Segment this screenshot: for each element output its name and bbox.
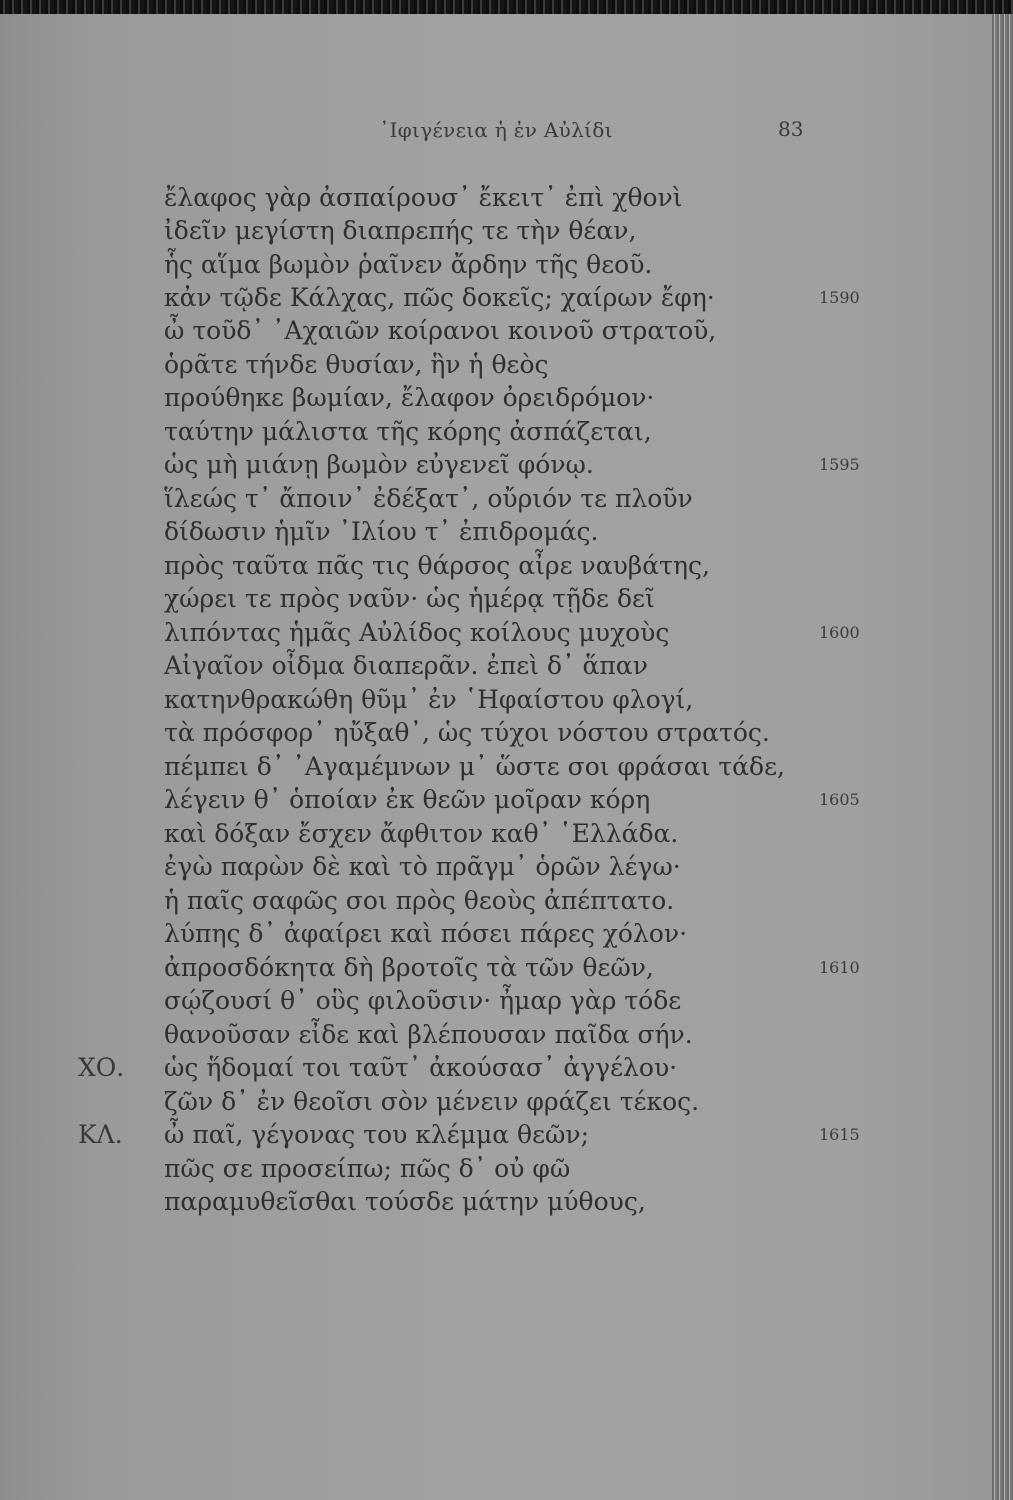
verse-line: δίδωσιν ἡμῖν ᾿Ιλίου τ᾿ ἐπιδρομάς. xyxy=(164,517,599,546)
verse-line: τὰ πρόσφορ᾿ ηὔξαθ᾿, ὡς τύχοι νόστου στρατός. xyxy=(164,718,770,747)
verse-line: ἐγὼ παρὼν δὲ καὶ τὸ πρᾶγμ᾿ ὁρῶν λέγω· xyxy=(164,852,681,881)
verse-line: ζῶν δ᾿ ἐν θεοῖσι σὸν μένειν φράζει τέκος. xyxy=(164,1087,700,1116)
verse-line: παραμυθεῖσθαι τούσδε μάτην μύθους, xyxy=(164,1187,646,1216)
verse-line: σῴζουσί θ᾿ οὓς φιλοῦσιν· ἦμαρ γὰρ τόδε xyxy=(164,986,682,1015)
book-page-edges xyxy=(992,14,1013,1500)
verse-line: ὦ τοῦδ᾿ ᾿Αχαιῶν κοίρανοι κοινοῦ στρατοῦ, xyxy=(164,316,717,345)
line-number: 1605 xyxy=(819,790,860,809)
verse-line: λέγειν θ᾿ ὁποίαν ἐκ θεῶν μοῖραν κόρη xyxy=(164,785,651,814)
verse-line: κἀν τῷδε Κάλχας, πῶς δοκεῖς; χαίρων ἔφη· xyxy=(164,283,715,312)
verse-line: πῶς σε προσείπω; πῶς δ᾿ οὐ φῶ xyxy=(164,1154,571,1183)
verse-line: ἵλεώς τ᾿ ἄποιν᾿ ἐδέξατ᾿, οὔριόν τε πλοῦν xyxy=(164,484,693,513)
verse-line: ὡς μὴ μιάνῃ βωμὸν εὐγενεῖ φόνῳ. xyxy=(164,450,594,479)
line-number: 1595 xyxy=(819,455,860,474)
verse-line: ὁρᾶτε τήνδε θυσίαν, ἣν ἡ θεὸς xyxy=(164,350,549,379)
verse-line: ὡς ἥδομαί τοι ταῦτ᾿ ἀκούσασ᾿ ἀγγέλου· xyxy=(164,1053,678,1082)
speaker-label-chorus: ΧΟ. xyxy=(78,1053,125,1082)
verse-line: ἔλαφος γὰρ ἀσπαίρουσ᾿ ἔκειτ᾿ ἐπὶ χθονὶ xyxy=(164,183,683,212)
page-number: 83 xyxy=(778,117,804,141)
verse-line: θανοῦσαν εἶδε καὶ βλέπουσαν παῖδα σήν. xyxy=(164,1020,693,1049)
verse-line: πέμπει δ᾿ ᾿Αγαμέμνων μ᾿ ὥστε σοι φράσαι τάδε, xyxy=(164,752,785,781)
verse-line: πρὸς ταῦτα πᾶς τις θάρσος αἶρε ναυβάτης, xyxy=(164,551,710,580)
book-page xyxy=(0,14,992,1500)
line-number: 1590 xyxy=(819,288,860,307)
speaker-label-clytemnestra: ΚΛ. xyxy=(78,1120,123,1149)
verse-line: ταύτην μάλιστα τῆς κόρης ἀσπάζεται, xyxy=(164,417,652,446)
line-number: 1615 xyxy=(819,1125,860,1144)
verse-line: ἡ παῖς σαφῶς σοι πρὸς θεοὺς ἀπέπτατο. xyxy=(164,886,675,915)
line-number: 1610 xyxy=(819,958,860,977)
verse-line: χώρει τε πρὸς ναῦν· ὡς ἡμέρᾳ τῇδε δεῖ xyxy=(164,584,655,613)
verse-line: προύθηκε βωμίαν, ἔλαφον ὀρειδρόμον· xyxy=(164,383,655,412)
verse-line: Αἰγαῖον οἶδμα διαπερᾶν. ἐπεὶ δ᾿ ἅπαν xyxy=(164,651,648,680)
verse-line: λιπόντας ἡμᾶς Αὐλίδος κοίλους μυχοὺς xyxy=(164,618,670,647)
line-number: 1600 xyxy=(819,623,860,642)
verse-line: κατηνθρακώθη θῦμ᾿ ἐν ῾Ηφαίστου φλογί, xyxy=(164,685,694,714)
verse-line: λύπης δ᾿ ἀφαίρει καὶ πόσει πάρες χόλον· xyxy=(164,919,688,948)
verse-line: ἧς αἵμα βωμὸν ῥαῖνεν ἄρδην τῆς θεοῦ. xyxy=(164,250,653,279)
verse-line: ὦ παῖ, γέγονας του κλέμμα θεῶν; xyxy=(164,1120,590,1149)
verse-line: καὶ δόξαν ἔσχεν ἄφθιτον καθ᾿ ῾Ελλάδα. xyxy=(164,819,679,848)
verse-line: ἰδεῖν μεγίστη διαπρεπής τε τὴν θέαν, xyxy=(164,216,637,245)
running-header-title: ᾿Ιφιγένεια ἡ ἐν Αὐλίδι xyxy=(379,118,613,142)
verse-line: ἀπροσδόκητα δὴ βροτοῖς τὰ τῶν θεῶν, xyxy=(164,953,654,982)
